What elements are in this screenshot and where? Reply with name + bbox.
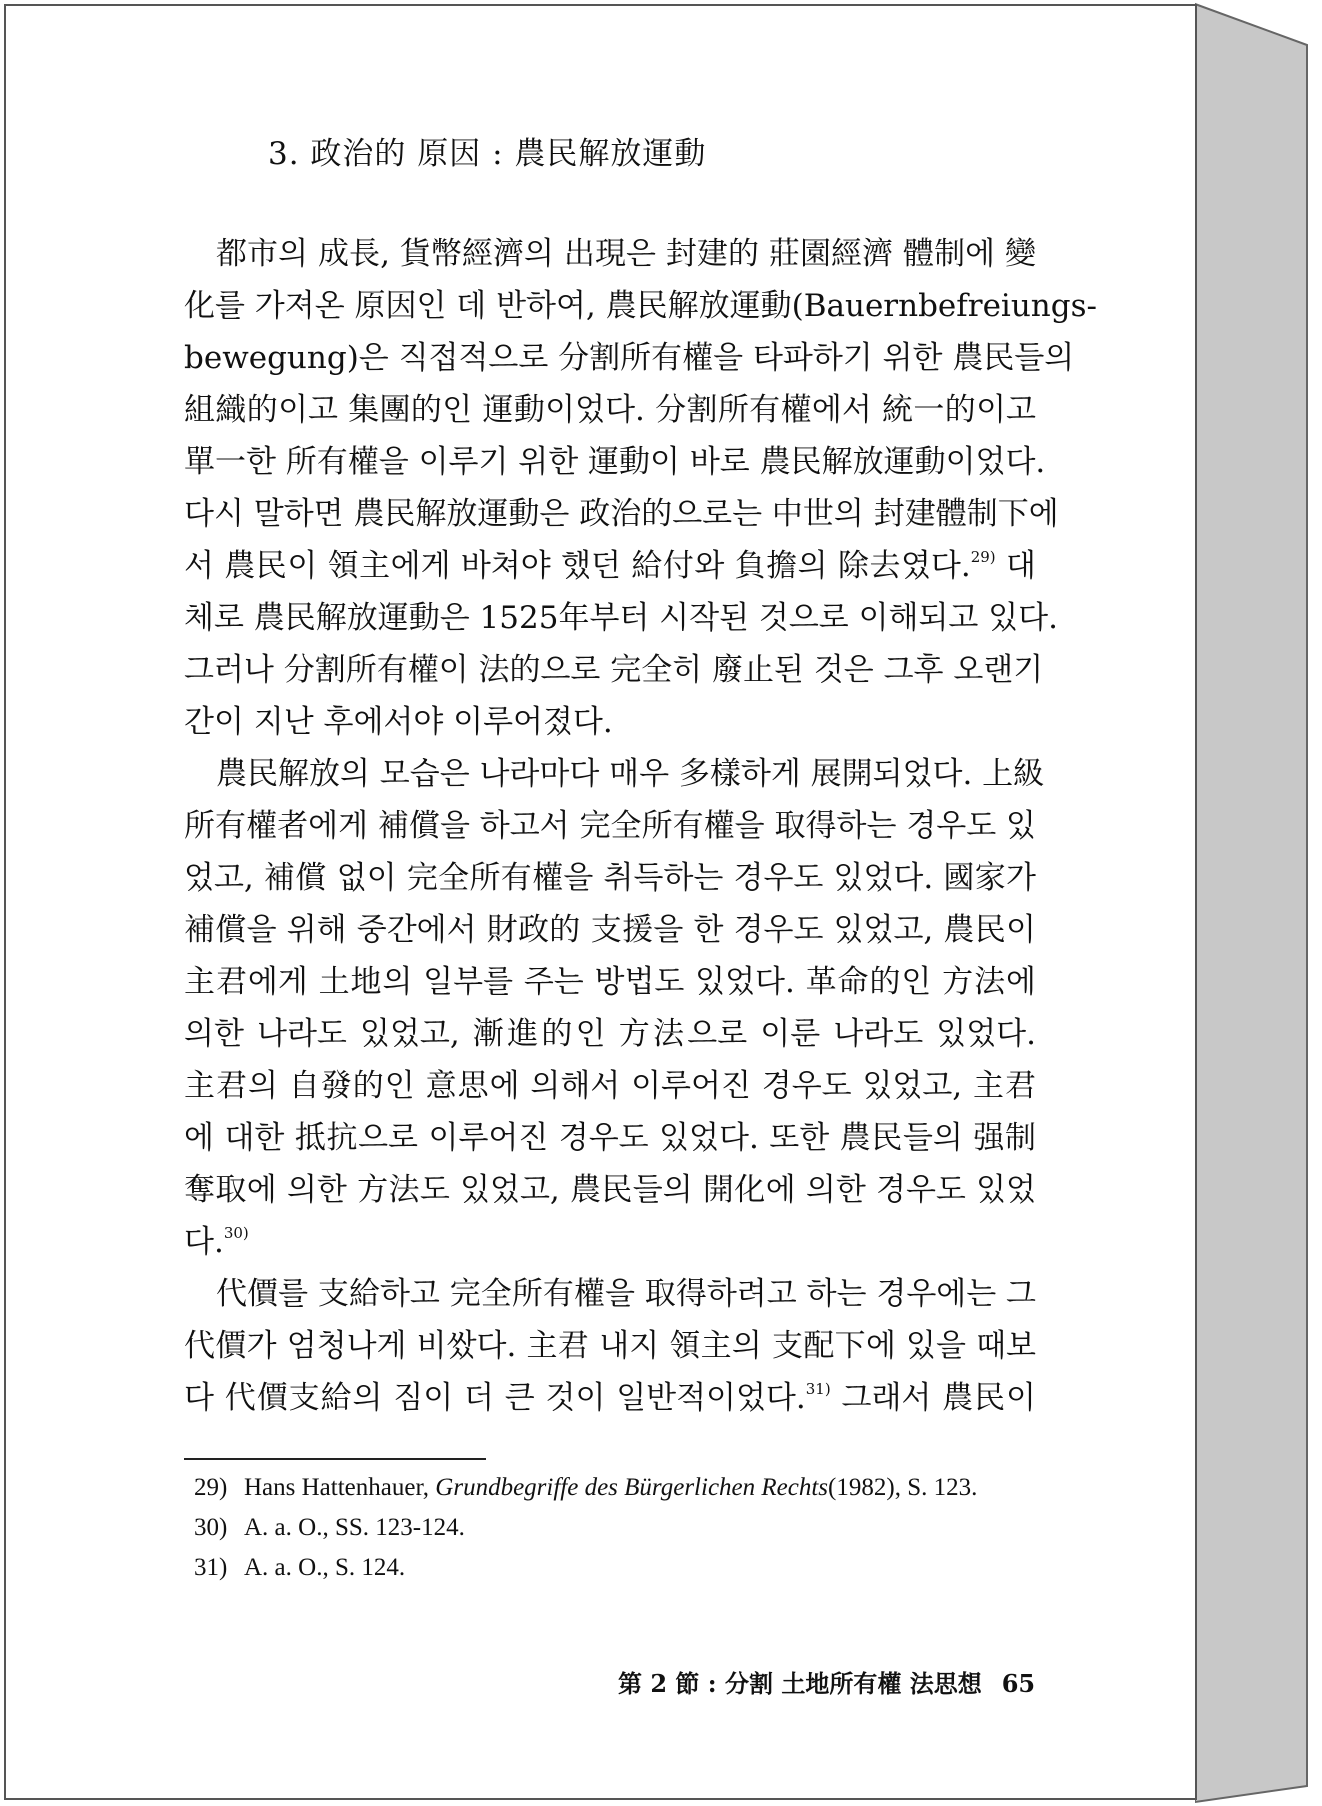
text-line-segment: 대 [1006, 548, 1036, 584]
footnote-text: A. a. O., SS. 123-124. [244, 1514, 465, 1541]
text-line-segment: 다. [184, 1224, 224, 1260]
footer-section-title: 第 2 節 : 分割 土地所有權 法思想 [618, 1669, 982, 1698]
body-text [184, 228, 1097, 1424]
text-line: 代價가 엄청나게 비쌌다. 主君 내지 領主의 支配下에 있을 때보 [184, 1328, 1036, 1364]
text-line: 單一한 所有權을 이루기 위한 運動이 바로 農民解放運動이었다. [184, 444, 1046, 480]
text-line: 化를 가져온 原因인 데 반하여, 農民解放運動(Bauernbefreiungs- [184, 288, 1097, 324]
text-line: 간이 지난 후에서야 이루어졌다. [184, 704, 613, 740]
running-footer [618, 1664, 1035, 1699]
text-line: 었고, 補償 없이 完全所有權을 취득하는 경우도 있었다. 國家가 [184, 860, 1036, 896]
page-number: 65 [1001, 1669, 1036, 1698]
text-line: 그러나 分割所有權이 法的으로 完全히 廢止된 것은 그후 오랜기 [184, 652, 1044, 688]
text-line: bewegung)은 직접적으로 分割所有權을 타파하기 위한 農民들의 [184, 340, 1075, 376]
footnote-31 [194, 1548, 1044, 1588]
footnote-30 [194, 1508, 1044, 1548]
text-line: 主君의 自發的인 意思에 의해서 이루어진 경우도 있었고, 主君 [184, 1068, 1036, 1104]
footnotes [194, 1468, 1044, 1588]
section-heading: 3. 政治的 原因 : 農民解放運動 [268, 136, 707, 172]
footnote-29 [194, 1468, 1044, 1508]
footnote-ref-30: 30) [223, 1224, 249, 1242]
footnote-rule [184, 1458, 486, 1460]
text-line-segment: 서 農民이 領主에게 바쳐야 했던 給付와 負擔의 除去였다. [184, 548, 971, 584]
footnote-number: 31) [194, 1554, 228, 1581]
text-line: 奪取에 의한 方法도 있었고, 農民들의 開化에 의한 경우도 있었 [184, 1172, 1036, 1208]
text-line [184, 1216, 1036, 1268]
text-line: 農民解放의 모습은 나라마다 매우 多樣하게 展開되었다. 上級 [216, 756, 1045, 792]
footnote-text: (1982), S. 123. [828, 1474, 978, 1501]
text-line: 主君에게 土地의 일부를 주는 방법도 있었다. 革命的인 方法에 [184, 964, 1036, 1000]
text-line: 代價를 支給하고 完全所有權을 取得하려고 하는 경우에는 그 [216, 1276, 1036, 1312]
footnote-number: 30) [194, 1514, 228, 1541]
text-line: 所有權者에게 補償을 하고서 完全所有權을 取得하는 경우도 있 [184, 808, 1036, 844]
text-line: 체로 農民解放運動은 1525年부터 시작된 것으로 이해되고 있다. [184, 600, 1058, 636]
footnote-text: Hans Hattenhauer, [244, 1474, 430, 1501]
text-line [184, 540, 1036, 592]
footnote-title: Grundbegriffe des Bürgerlichen Rechts [435, 1474, 829, 1501]
page-side-edge [1195, 0, 1320, 1806]
text-line: 다시 말하면 農民解放運動은 政治的으로는 中世의 封建體制下에 [184, 496, 1059, 532]
footnote-number: 29) [194, 1474, 228, 1501]
footnote-ref-29: 29) [970, 548, 996, 566]
text-line: 都市의 成長, 貨幣經濟의 出現은 封建的 莊園經濟 體制에 變 [216, 236, 1036, 272]
text-line [184, 1372, 1036, 1424]
footnote-text: A. a. O., S. 124. [244, 1554, 406, 1581]
text-line: 補償을 위해 중간에서 財政的 支援을 한 경우도 있었고, 農民이 [184, 912, 1036, 948]
text-line: 에 대한 抵抗으로 이루어진 경우도 있었다. 또한 農民들의 强制 [184, 1120, 1036, 1156]
text-line: 의한 나라도 있었고, 漸進的인 方法으로 이룬 나라도 있었다. [184, 1016, 1036, 1052]
footnote-ref-31: 31) [805, 1380, 831, 1398]
text-line: 組織的이고 集團的인 運動이었다. 分割所有權에서 統一的이고 [184, 392, 1036, 428]
text-line-segment: 그래서 農民이 [841, 1380, 1036, 1416]
text-line-segment: 다 代價支給의 짐이 더 큰 것이 일반적이었다. [184, 1380, 806, 1416]
